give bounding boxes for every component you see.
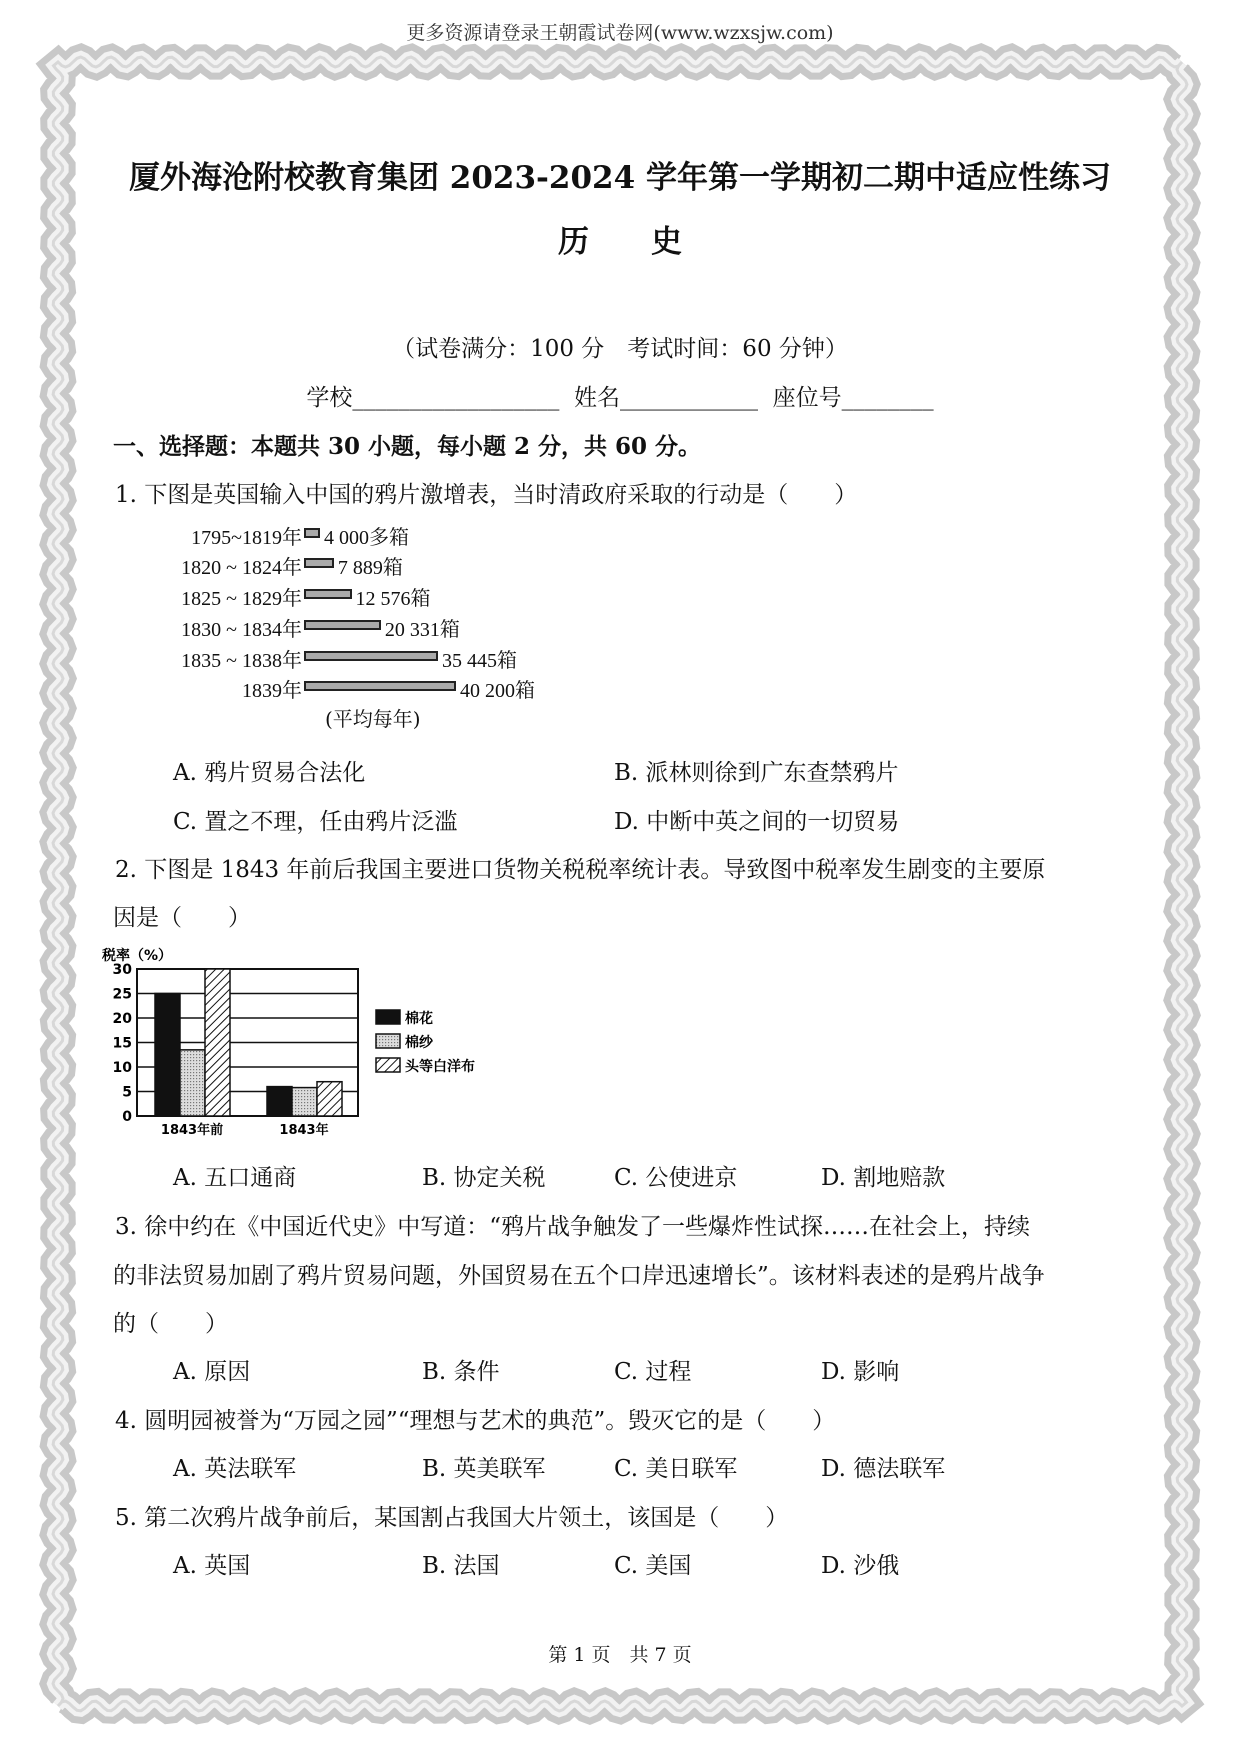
chart2-ytick: 10 [112,1060,132,1076]
q2-option-a[interactable]: A. 五口通商 [173,1165,297,1191]
chart2-legend-label: 棉花 [405,1011,433,1027]
chart2-legend-swatch [376,1034,400,1048]
q4-option-a[interactable]: A. 英法联军 [173,1456,297,1482]
chart1-bar [304,589,352,599]
chart2-xtick: 1843年 [279,1123,329,1138]
chart2-ytick: 0 [122,1109,132,1125]
q2-option-b[interactable]: B. 协定关税 [422,1165,546,1191]
q5-option-c[interactable]: C. 美国 [614,1553,692,1579]
chart1-category-label: 1830 ~ 1834年 [181,619,302,641]
chart2-ytick: 30 [112,962,132,978]
chart1-bar [304,681,456,691]
chart1-value-label: 20 331箱 [384,619,460,641]
q4-option-c[interactable]: C. 美日联军 [614,1456,738,1482]
subject-title: 历 史 [558,224,682,260]
question-1: 1. 下图是英国输入中国的鸦片激增表，当时清政府采取的行动是（ ） [115,482,858,508]
chart1-category-label: 1820 ~ 1824年 [181,557,302,579]
chart1-note: (平均每年) [325,707,421,731]
chart2-ylabel: 税率（%） [102,948,173,964]
header-link: 更多资源请登录王朝霞试卷网(www.wzxsjw.com) [406,22,834,44]
chart2-legend-swatch [376,1058,400,1072]
chart2-xtick: 1843年前 [160,1123,224,1138]
chart2-ytick: 20 [112,1011,132,1027]
q1-option-c[interactable]: C. 置之不理，任由鸦片泛滥 [173,809,458,835]
question-3: 3. 徐中约在《中国近代史》中写道：“鸦片战争触发了一些爆炸性试探……在社会上，持续 [115,1214,1031,1240]
q1-option-d[interactable]: D. 中断中英之间的一切贸易 [614,809,900,835]
q1-option-a[interactable]: A. 鸦片贸易合法化 [173,760,366,786]
q3-option-b[interactable]: B. 条件 [422,1359,500,1385]
chart1-value-label: 4 000多箱 [324,527,409,549]
chart1-category-label: 1825 ~ 1829年 [181,588,302,610]
chart1-value-label: 7 889箱 [337,557,403,579]
question-2: 2. 下图是 1843 年前后我国主要进口货物关税税率统计表。导致图中税率发生剧变的主要原 [115,857,1046,883]
q1-option-b[interactable]: B. 派林则徐到广东查禁鸦片 [614,760,899,786]
question-3-cont2: 的（ ） [113,1311,228,1337]
chart2-bar [155,994,180,1117]
tariff-chart [100,940,520,1140]
exam-title: 厦外海沧附校教育集团 2023-2024 学年第一学期初二期中适应性练习 [128,160,1111,196]
q5-option-a[interactable]: A. 英国 [173,1553,251,1579]
chart2-legend-label: 棉纱 [405,1035,433,1051]
question-3-cont: 的非法贸易加剧了鸦片贸易问题，外国贸易在五个口岸迅速增长”。该材料表述的是鸦片战争 [113,1263,1045,1289]
question-4: 4. 圆明园被誉为“万园之园”“理想与艺术的典范”。毁灭它的是（ ） [115,1408,836,1434]
chart1-category-label: 1835 ~ 1838年 [181,650,302,672]
chart1-bar [304,528,320,538]
chart2-ytick: 25 [112,986,132,1003]
exam-info: （试卷满分：100 分 考试时间：60 分钟） [392,336,848,362]
chart2-ytick: 15 [112,1035,132,1052]
q4-option-b[interactable]: B. 英美联军 [422,1456,546,1482]
chart1-bar [304,651,438,661]
chart2-bar [292,1088,317,1116]
student-fields: 学校__________________ 姓名____________ 座位号________ [306,385,934,411]
q4-option-d[interactable]: D. 德法联军 [821,1456,946,1482]
chart1-value-label: 40 200箱 [460,680,535,702]
q5-option-d[interactable]: D. 沙俄 [821,1553,900,1579]
chart2-bar [317,1082,342,1116]
chart1-value-label: 12 576箱 [355,588,431,610]
q2-option-c[interactable]: C. 公使进京 [614,1165,738,1191]
chart1-value-label: 35 445箱 [442,650,518,672]
question-5: 5. 第二次鸦片战争前后，某国割占我国大片领土，该国是（ ） [115,1505,789,1531]
q3-option-c[interactable]: C. 过程 [614,1359,692,1385]
q2-option-d[interactable]: D. 割地赔款 [821,1165,946,1191]
chart1-category-label: 1795~1819年 [191,527,302,549]
chart2-bar [267,1087,292,1116]
chart2-bar [205,969,230,1116]
chart2-bar [180,1050,205,1116]
chart1-bar [304,558,334,568]
chart2-legend-swatch [376,1010,400,1024]
chart2-legend-label: 头等白洋布 [405,1059,475,1075]
chart1-category-label: 1839年 [242,680,302,702]
chart1-bar [304,620,381,630]
q3-option-a[interactable]: A. 原因 [173,1359,251,1385]
section-heading: 一、选择题：本题共 30 小题，每小题 2 分，共 60 分。 [113,433,702,460]
chart2-ytick: 5 [122,1084,132,1101]
q5-option-b[interactable]: B. 法国 [422,1553,500,1579]
q3-option-d[interactable]: D. 影响 [821,1359,900,1385]
question-2-cont: 因是（ ） [113,905,251,931]
page-footer: 第 1 页 共 7 页 [548,1644,692,1666]
